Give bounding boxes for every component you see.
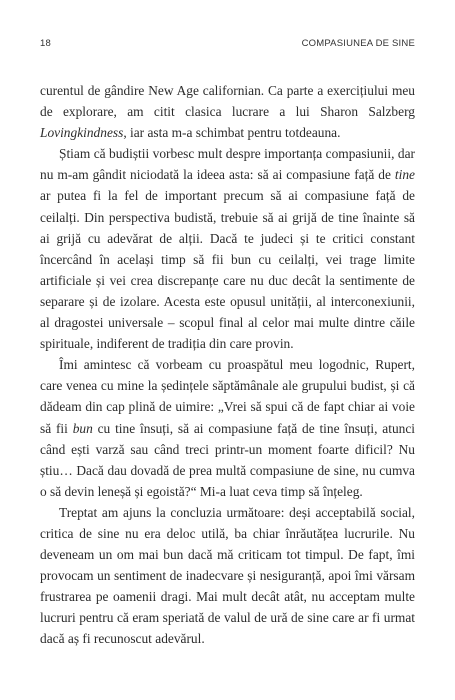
paragraph-3 [40, 354, 415, 502]
italic-segment: tine [394, 167, 415, 183]
text-segment: Treptat am ajuns la concluzia următoare: deși acceptabilă social, critica de sine nu era deloc utilă, ba chiar înrăutățea lucrurile. Nu deveneam un om mai bun dacă mă criticam tot timpul. De fapt, îmi provocam un sentiment de inadecvare și nesiguranță, apoi îmi vărsam frustrarea pe oamenii dragi. Mai mult decât atât, nu acceptam multe lucruri pentru că eram speriată de valul de ură de sine care ar fi urmat dacă aș fi recunoscut adevărul. [40, 504, 415, 647]
paragraph-4 [40, 502, 415, 650]
text-segment: , iar asta m-a schimbat pentru totdeauna. [123, 125, 341, 141]
page-number: 18 [40, 38, 51, 49]
paragraph-1 [40, 80, 415, 143]
italic-segment: bun [72, 420, 93, 436]
text-segment: cu tine însuți, să ai compasiune față de tine însuți, atunci când ești varză sau când treci printr-un moment foarte dificil? Nu știu… Dacă dau dovadă de prea multă compasiune de sine, nu cumva o să devin leneșă și egoistă?“ Mi-a luat ceva timp să înțeleg. [40, 420, 416, 499]
body-text [40, 80, 415, 650]
text-segment: ar putea fi la fel de important precum să ai compasiune față de ceilalți. Din perspectiva budistă, trebuie să ai grijă de tine înainte să ai grijă cu adevărat de alții. Dacă te judeci și te critici constant încercând în același timp să fii bun cu ceilalți, vei trage limite artificiale și vei crea discrepanțe care nu duc decât la sentimente de separare și de izolare. Acesta este opusul unității, al interconexiunii, al dragostei universale – scopul final al celor mai multe dintre căile spirituale, indiferent de tradiția din care provin. [40, 188, 415, 352]
text-segment: Știam că budiștii vorbesc mult despre importanța compasiunii, dar nu m-am gândit niciodată la ideea asta: să ai compasiune față de [40, 146, 415, 183]
italic-segment: Lovingkindness [40, 125, 124, 141]
paragraph-2 [40, 143, 415, 354]
text-segment: Îmi amintesc că vorbeam cu proaspătul meu logodnic, Rupert, care venea cu mine la ședințele săptămânale ale grupului budist, și că dădeam din cap plină de uimire: „Vrei să spui că de fapt chiar ai voie să fii [40, 357, 415, 436]
running-title: COMPASIUNEA DE SINE [301, 38, 415, 49]
text-segment: curentul de gândire New Age californian. Ca parte a exercițiului meu de explorare, am citit clasica lucrare a lui Sharon Salzberg [40, 83, 415, 120]
page-header [40, 38, 415, 52]
